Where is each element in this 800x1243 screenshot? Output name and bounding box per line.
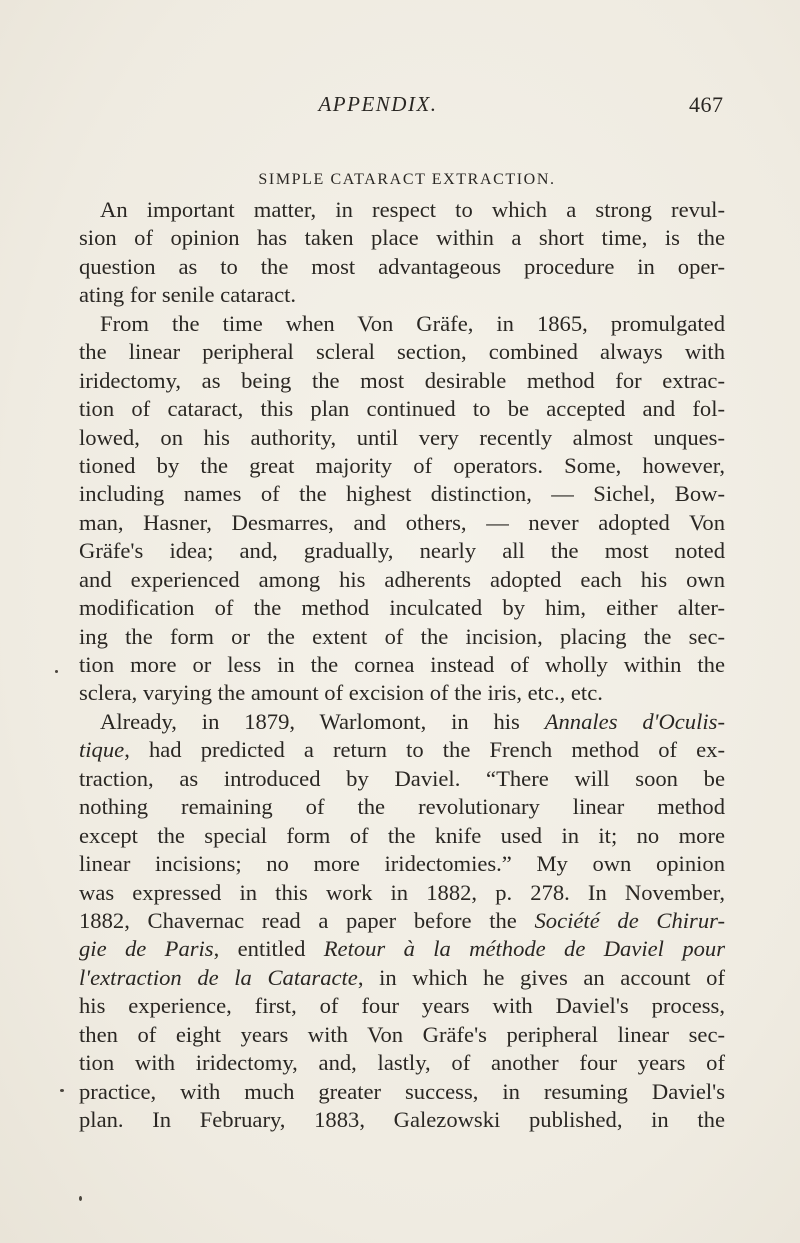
text-line (79, 736, 725, 764)
text-line (79, 1078, 725, 1106)
text-segment: sion of opinion has taken place within a short time, is the (79, 225, 725, 251)
text-line (79, 224, 725, 252)
text-segment: man, Hasner, Desmarres, and others, — never adopted Von (79, 509, 725, 535)
italic-text: Société de Chirur- (534, 907, 725, 933)
text-segment: his experience, first, of four years with Daviel's process, (79, 993, 725, 1019)
text-segment: iridectomy, as being the most desirable method for extrac- (79, 367, 725, 393)
margin-fleck (55, 670, 58, 673)
text-line (79, 281, 725, 309)
text-segment: tion with iridectomy, and, lastly, of another four years of (79, 1050, 725, 1076)
text-segment: the linear peripheral scleral section, combined always with (79, 339, 725, 365)
text-segment: Gräfe's idea; and, gradually, nearly all the most noted (79, 538, 725, 564)
text-segment: tion more or less in the cornea instead of wholly within the (79, 652, 725, 677)
text-line (79, 480, 725, 508)
text-line (79, 708, 725, 736)
text-segment: was expressed in this work in 1882, p. 278. In November, (79, 879, 725, 905)
text-line (79, 424, 725, 452)
text-line (79, 1021, 725, 1049)
italic-text: gie de Paris (79, 936, 214, 962)
text-line (79, 338, 725, 366)
text-line (79, 1106, 725, 1134)
text-segment: plan. In February, 1883, Galezowski published, in the (79, 1107, 725, 1132)
italic-text: Retour à la méthode de Daviel pour (323, 936, 725, 962)
text-segment: Already, in 1879, Warlomont, in his (100, 708, 545, 734)
italic-text: tique (79, 737, 125, 763)
text-line (79, 992, 725, 1020)
italic-text: Annales d'Oculis- (544, 708, 725, 734)
text-segment: except the special form of the knife used in it; no more (79, 822, 725, 848)
text-segment: ing the form or the extent of the incision, placing the sec- (79, 623, 725, 649)
text-line (79, 850, 725, 878)
text-segment: sclera, varying the amount of excision of the iris, etc., etc. (79, 680, 603, 706)
text-line (79, 765, 725, 793)
text-line (79, 509, 725, 537)
running-head (0, 92, 800, 122)
text-segment: modification of the method inculcated by him, either alter- (79, 595, 725, 621)
text-segment: practice, with much greater success, in resuming Daviel's (79, 1078, 725, 1104)
text-segment: , in which he gives an account of (357, 964, 725, 990)
text-line (79, 879, 725, 907)
section-heading: SIMPLE CATARACT EXTRACTION. (258, 171, 556, 188)
text-segment: question as to the most advantageous procedure in oper- (79, 253, 725, 279)
text-line (79, 935, 725, 963)
text-line (79, 1049, 725, 1077)
text-segment: including names of the highest distinction, — Sichel, Bow- (79, 481, 725, 507)
text-segment: tioned by the great majority of operators. Some, however, (79, 452, 725, 478)
text-segment: linear incisions; no more iridectomies.” My own opinion (79, 851, 725, 877)
text-segment: and experienced among his adherents adopted each his own (79, 566, 725, 592)
text-segment: From the time when Von Gräfe, in 1865, promulgated (100, 310, 725, 336)
text-segment: An important matter, in respect to which a strong revul- (100, 197, 725, 222)
text-segment: traction, as introduced by Daviel. “There will soon be (79, 765, 725, 791)
margin-fleck (79, 1196, 82, 1201)
text-line (79, 822, 725, 850)
margin-fleck (60, 1089, 64, 1092)
text-segment: lowed, on his authority, until very recently almost unques- (79, 424, 725, 450)
text-line (79, 964, 725, 992)
text-line (79, 793, 725, 821)
text-segment: ating for senile cataract. (79, 282, 297, 308)
text-line (79, 452, 725, 480)
text-line (79, 310, 725, 338)
running-title: APPENDIX. (318, 92, 438, 116)
text-line (79, 594, 725, 622)
page-number: 467 (689, 92, 724, 117)
text-line (79, 566, 725, 594)
text-segment: , had predicted a return to the French method of ex- (124, 737, 725, 763)
text-segment: , entitled (213, 936, 324, 962)
text-line (79, 907, 725, 935)
italic-text: l'extraction de la Cataracte (79, 964, 358, 990)
text-segment: tion of cataract, this plan continued to be accepted and fol- (79, 396, 725, 422)
text-line (79, 679, 725, 707)
body-text (79, 196, 725, 1134)
text-line (79, 253, 725, 281)
text-line (79, 537, 725, 565)
text-line (79, 196, 725, 224)
text-line (79, 395, 725, 423)
text-segment: nothing remaining of the revolutionary linear method (79, 794, 725, 820)
text-segment: 1882, Chavernac read a paper before the (79, 907, 535, 933)
text-segment: then of eight years with Von Gräfe's peripheral linear sec- (79, 1021, 725, 1047)
text-line (79, 651, 725, 679)
text-line (79, 623, 725, 651)
text-line (79, 367, 725, 395)
